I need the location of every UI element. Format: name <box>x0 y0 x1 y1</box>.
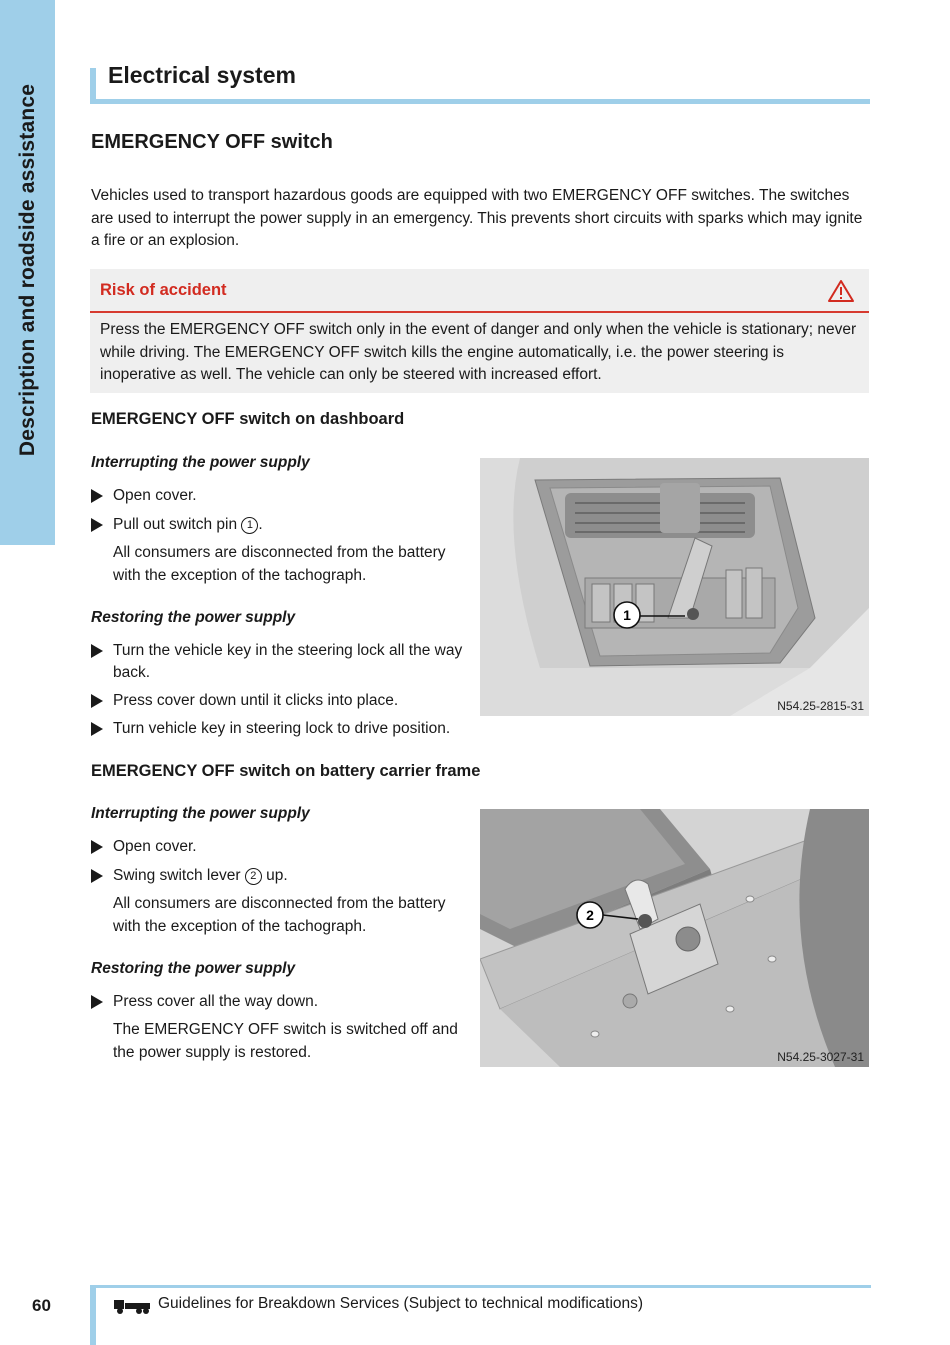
page-title: Electrical system <box>108 62 296 88</box>
figure-code: N54.25-3027-31 <box>777 1050 864 1064</box>
step-pull-text: Pull out switch pin <box>113 516 238 533</box>
step-arrow-icon <box>91 840 103 854</box>
battery-switch-figure <box>480 809 869 1067</box>
step-swing-text: Swing switch lever <box>113 867 241 884</box>
battery-section-title: EMERGENCY OFF switch on battery carrier frame <box>91 762 481 780</box>
svg-text:2: 2 <box>586 907 594 923</box>
battery-note: All consumers are disconnected from the battery with the exception of the tachograph. <box>113 895 446 935</box>
step-arrow-icon <box>91 694 103 708</box>
warning-box <box>90 269 869 393</box>
dashboard-section-title: EMERGENCY OFF switch on dashboard <box>91 410 405 428</box>
page-number: 60 <box>32 1296 51 1315</box>
warning-header <box>90 269 869 313</box>
dashboard-step-key-back: Turn the vehicle key in the steering lock all the way back. <box>91 640 466 684</box>
step-arrow-icon <box>91 995 103 1009</box>
step-pull-end: . <box>258 516 263 533</box>
side-tab <box>0 0 55 545</box>
figure-code: N54.25-2815-31 <box>777 699 864 713</box>
section-title: EMERGENCY OFF switch <box>91 131 333 153</box>
battery-step-press: Press cover all the way down. <box>91 991 466 1013</box>
dashboard-step-open: Open cover. <box>91 485 466 507</box>
warning-text: Press the EMERGENCY OFF switch only in the event of danger and only when the vehicle is stationary; never while driving. The EMERGENCY OFF switch kills the engine automatically, i.e. the power steering is inoperative as well. The vehicle can only be steered with increased effort. <box>100 321 857 383</box>
dashboard-step-press: Press cover down until it clicks into place. <box>91 690 466 712</box>
step-arrow-icon <box>91 722 103 736</box>
battery-illustration <box>480 809 869 1067</box>
callout-ref-1: 1 <box>241 517 258 534</box>
step-swing-end: up. <box>266 867 288 884</box>
callout-1-badge <box>614 602 640 628</box>
warning-triangle-icon <box>827 279 855 303</box>
truck-icon <box>112 1297 152 1315</box>
intro-paragraph: Vehicles used to transport hazardous goods are equipped with two EMERGENCY OFF switches. The switches are used to interrupt the power supply in an emergency. This prevents short circuits with sparks which may ignite a fire or an explosion. <box>91 187 863 249</box>
dashboard-interrupt-heading: Interrupting the power supply <box>91 454 310 471</box>
step-arrow-icon <box>91 869 103 883</box>
dashboard-restore-heading: Restoring the power supply <box>91 609 296 626</box>
footer-bar <box>90 1285 871 1345</box>
step-arrow-icon <box>91 489 103 503</box>
callout-ref-2: 2 <box>245 868 262 885</box>
dashboard-step-drive: Turn vehicle key in steering lock to drive position. <box>91 718 481 740</box>
battery-interrupt-heading: Interrupting the power supply <box>91 805 310 822</box>
dashboard-step-pull <box>91 514 466 536</box>
step-arrow-icon <box>91 644 103 658</box>
step-arrow-icon <box>91 518 103 532</box>
dashboard-note: All consumers are disconnected from the battery with the exception of the tachograph. <box>113 544 446 584</box>
warning-title: Risk of accident <box>100 281 227 299</box>
svg-text:1: 1 <box>623 607 631 623</box>
dashboard-illustration <box>480 458 869 716</box>
battery-restore-heading: Restoring the power supply <box>91 960 296 977</box>
battery-step-swing <box>91 865 466 887</box>
footer-text: Guidelines for Breakdown Services (Subject to technical modifications) <box>158 1295 644 1312</box>
battery-step-open: Open cover. <box>91 836 466 858</box>
side-tab-label: Description and roadside assistance <box>16 83 39 457</box>
callout-2-badge <box>577 902 603 928</box>
dashboard-switch-figure <box>480 458 869 716</box>
battery-note-restored: The EMERGENCY OFF switch is switched off and the power supply is restored. <box>113 1021 458 1061</box>
